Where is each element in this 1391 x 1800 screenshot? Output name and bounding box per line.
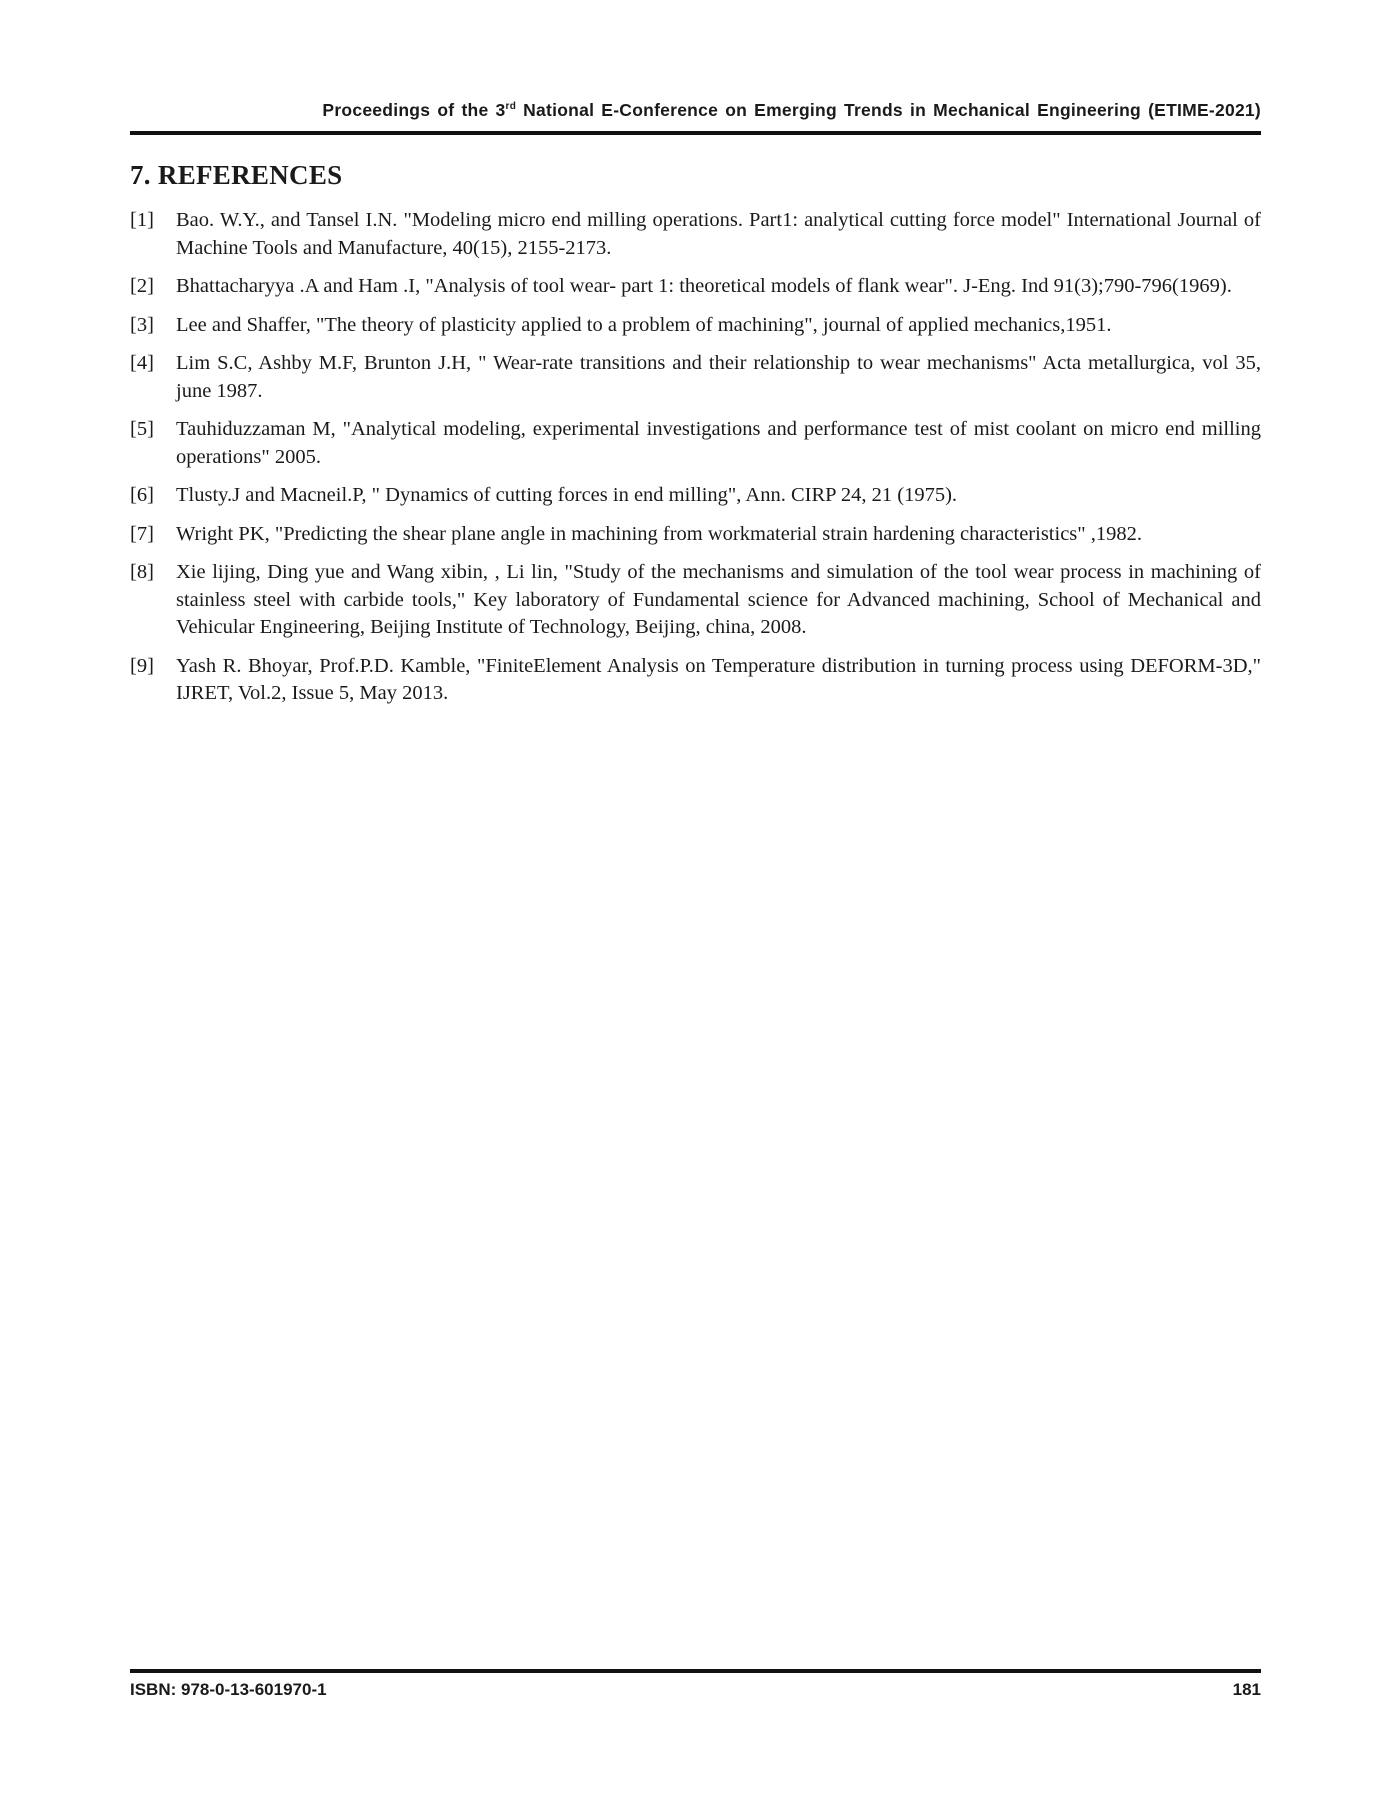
reference-text: Bhattacharyya .A and Ham .I, "Analysis of tool wear- part 1: theoretical models of flank wear". J-Eng. Ind 91(3);790-796(1969). [176,275,1232,297]
header-rule [130,131,1261,135]
reference-text: Xie lijing, Ding yue and Wang xibin, , Li lin, "Study of the mechanisms and simulation of the tool wear process in machining of stainless steel with carbide tools," Key laboratory of Fundamental science for Advanced machining, School of Mechanical and Vehicular Engineering, Beijing Institute of Technology, Beijing, china, 2008. [176,561,1261,638]
reference-number: [8] [130,561,154,583]
reference-number: [1] [130,209,154,231]
running-header [130,100,1261,121]
reference-item [130,207,1261,262]
page-footer [130,1680,1261,1700]
reference-text: Lim S.C, Ashby M.F, Brunton J.H, " Wear-rate transitions and their relationship to wear mechanisms" Acta metallurgica, vol 35, june 1987. [176,352,1261,402]
section-heading: 7. REFERENCES [130,160,343,190]
reference-number: [5] [130,418,154,440]
reference-item [130,273,1261,301]
reference-item [130,559,1261,642]
reference-text: Wright PK, "Predicting the shear plane angle in machining from workmaterial strain hardening characteristics" ,1982. [176,522,1143,545]
reference-list [130,207,1261,719]
reference-item [130,350,1261,405]
reference-item [130,312,1261,340]
page-number: 181 [1232,1680,1261,1699]
reference-item [130,653,1261,708]
reference-text: Tauhiduzzaman M, "Analytical modeling, experimental investigations and performance test of mist coolant on micro end milling operations" 2005. [176,418,1261,468]
reference-number: [3] [130,313,154,336]
footer-rule [130,1669,1261,1673]
header-suffix: National E-Conference on Emerging Trends in Mechanical Engineering (ETIME-2021) [516,100,1261,120]
reference-item [130,521,1261,549]
reference-number: [9] [130,654,154,677]
reference-text: Tlusty.J and Macneil.P, " Dynamics of cutting forces in end milling", Ann. CIRP 24, 21 (1975). [176,484,958,506]
reference-text: Yash R. Bhoyar, Prof.P.D. Kamble, "FiniteElement Analysis on Temperature distribution in turning process using DEFORM-3D," IJRET, Vol.2, Issue 5, May 2013. [176,654,1261,704]
header-superscript: rd [505,101,517,112]
reference-text: Lee and Shaffer, "The theory of plasticity applied to a problem of machining", journal of applied mechanics,1951. [176,313,1112,336]
reference-item [130,416,1261,471]
isbn-label: ISBN: 978-0-13-601970-1 [130,1680,327,1699]
reference-text: Bao. W.Y., and Tansel I.N. "Modeling micro end milling operations. Part1: analytical cutting force model" International Journal of Machine Tools and Manufacture, 40(15), 2155-2173. [176,209,1261,259]
header-prefix: Proceedings of the 3 [322,100,506,120]
reference-number: [2] [130,275,154,297]
reference-number: [6] [130,484,154,506]
reference-number: [7] [130,522,154,545]
reference-number: [4] [130,352,154,374]
reference-item [130,482,1261,510]
